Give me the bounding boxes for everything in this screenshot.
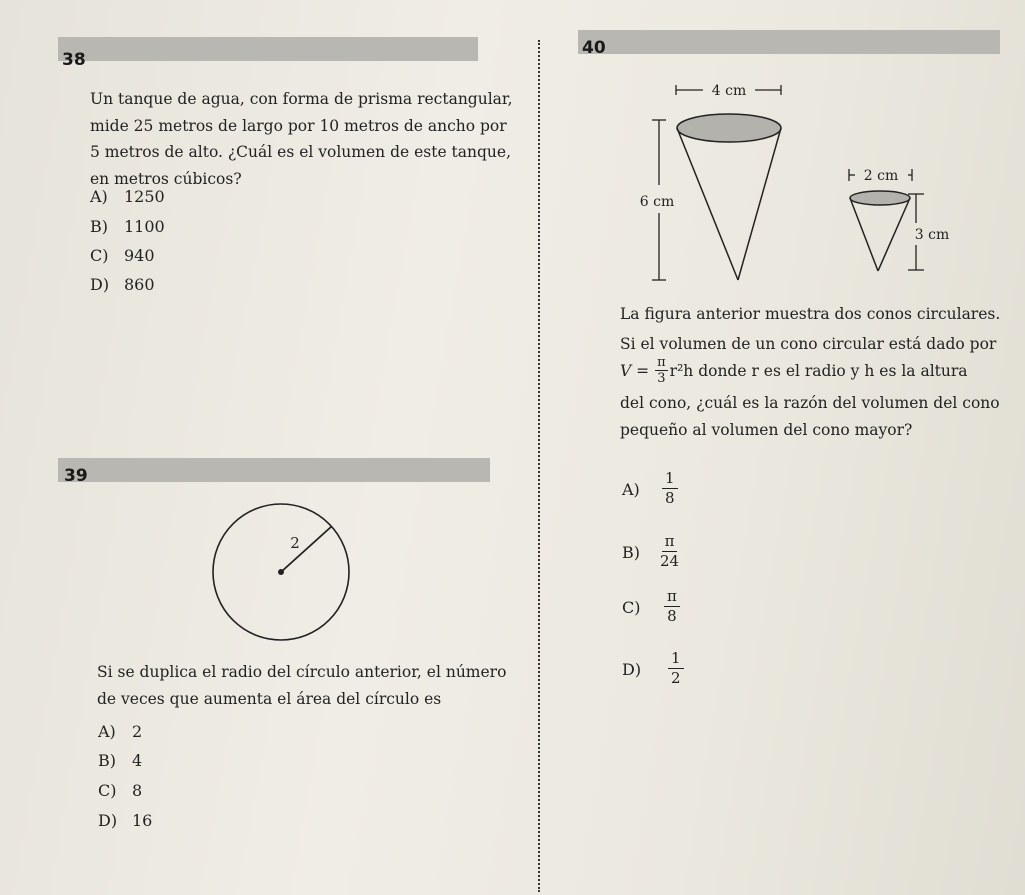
formula-num: π [657, 355, 666, 370]
q38-header-bar [58, 37, 478, 61]
q38-stem [90, 86, 513, 192]
q40-stem-line-2: Si el volumen de un cono circular está dado por [620, 335, 997, 353]
q39-stem-line: Si se duplica el radio del círculo anterior, el número [97, 663, 507, 681]
q39-number: 39 [64, 466, 88, 486]
center-point [278, 569, 284, 575]
formula-den: 3 [657, 371, 666, 386]
large-cone-top [677, 114, 781, 142]
q40-formula [620, 355, 968, 386]
q39-option-c[interactable]: C) 8 [98, 781, 143, 800]
q38-number: 38 [62, 50, 86, 70]
formula-rest: r²h donde r es el radio y h es la altura [669, 361, 968, 380]
q39-option-b[interactable]: B) 4 [98, 751, 143, 770]
cones-figure [600, 75, 980, 285]
large-cone-diameter-label: 4 cm [711, 83, 747, 99]
q39-stem-line: de veces que aumenta el área del círculo es [97, 689, 442, 708]
q40-option-a-fraction: $\frac{1}{8}$ [662, 470, 678, 507]
q40-option-a[interactable]: A) [622, 480, 640, 499]
q39-option-a[interactable]: A) 2 [98, 722, 143, 741]
q40-stem-line-4: pequeño al volumen del cono mayor? [620, 421, 913, 439]
q38-option-d[interactable]: D) 860 [90, 275, 155, 294]
q40-option-d-fraction: $\frac{1}{2}$ [668, 650, 684, 687]
large-cone-height-label: 6 cm [639, 194, 675, 210]
small-cone-top [850, 191, 910, 205]
q38-option-b[interactable]: B) 1100 [90, 217, 165, 236]
q38-stem-line: en metros cúbicos? [90, 169, 242, 188]
circle-figure [205, 500, 355, 645]
formula-fraction [655, 355, 668, 386]
q40-header-bar [578, 30, 1000, 54]
q40-number: 40 [582, 38, 606, 58]
small-cone-height-label: 3 cm [914, 227, 950, 243]
q38-option-a[interactable]: A) 1250 [90, 187, 165, 206]
q40-option-c-fraction: $\frac{\pi}{8}$ [664, 588, 680, 625]
formula-lhs: V = [620, 361, 650, 380]
column-divider [538, 40, 540, 892]
small-cone-diameter-label: 2 cm [863, 168, 899, 184]
q39-header-bar [58, 458, 490, 482]
q38-stem-line: Un tanque de agua, con forma de prisma rectangular, [90, 90, 513, 108]
q39-option-d[interactable]: D) 16 [98, 811, 153, 830]
radius-segment [281, 526, 332, 572]
q38-stem-line: mide 25 metros de largo por 10 metros de ancho por [90, 116, 507, 135]
q40-stem-line-3: del cono, ¿cuál es la razón del volumen del cono [620, 394, 1000, 412]
q40-option-b-fraction: $\frac{\pi}{24}$ [660, 532, 680, 570]
q40-option-b[interactable]: B) [622, 543, 640, 562]
q38-stem-line: 5 metros de alto. ¿Cuál es el volumen de este tanque, [90, 143, 512, 161]
q39-stem [97, 659, 506, 712]
radius-label: 2 [290, 534, 300, 552]
q38-option-c[interactable]: C) 940 [90, 246, 155, 265]
q40-stem-line-1: La figura anterior muestra dos conos circulares. [620, 305, 1001, 323]
q40-option-d[interactable]: D) [622, 660, 642, 679]
q40-option-c[interactable]: C) [622, 598, 641, 617]
